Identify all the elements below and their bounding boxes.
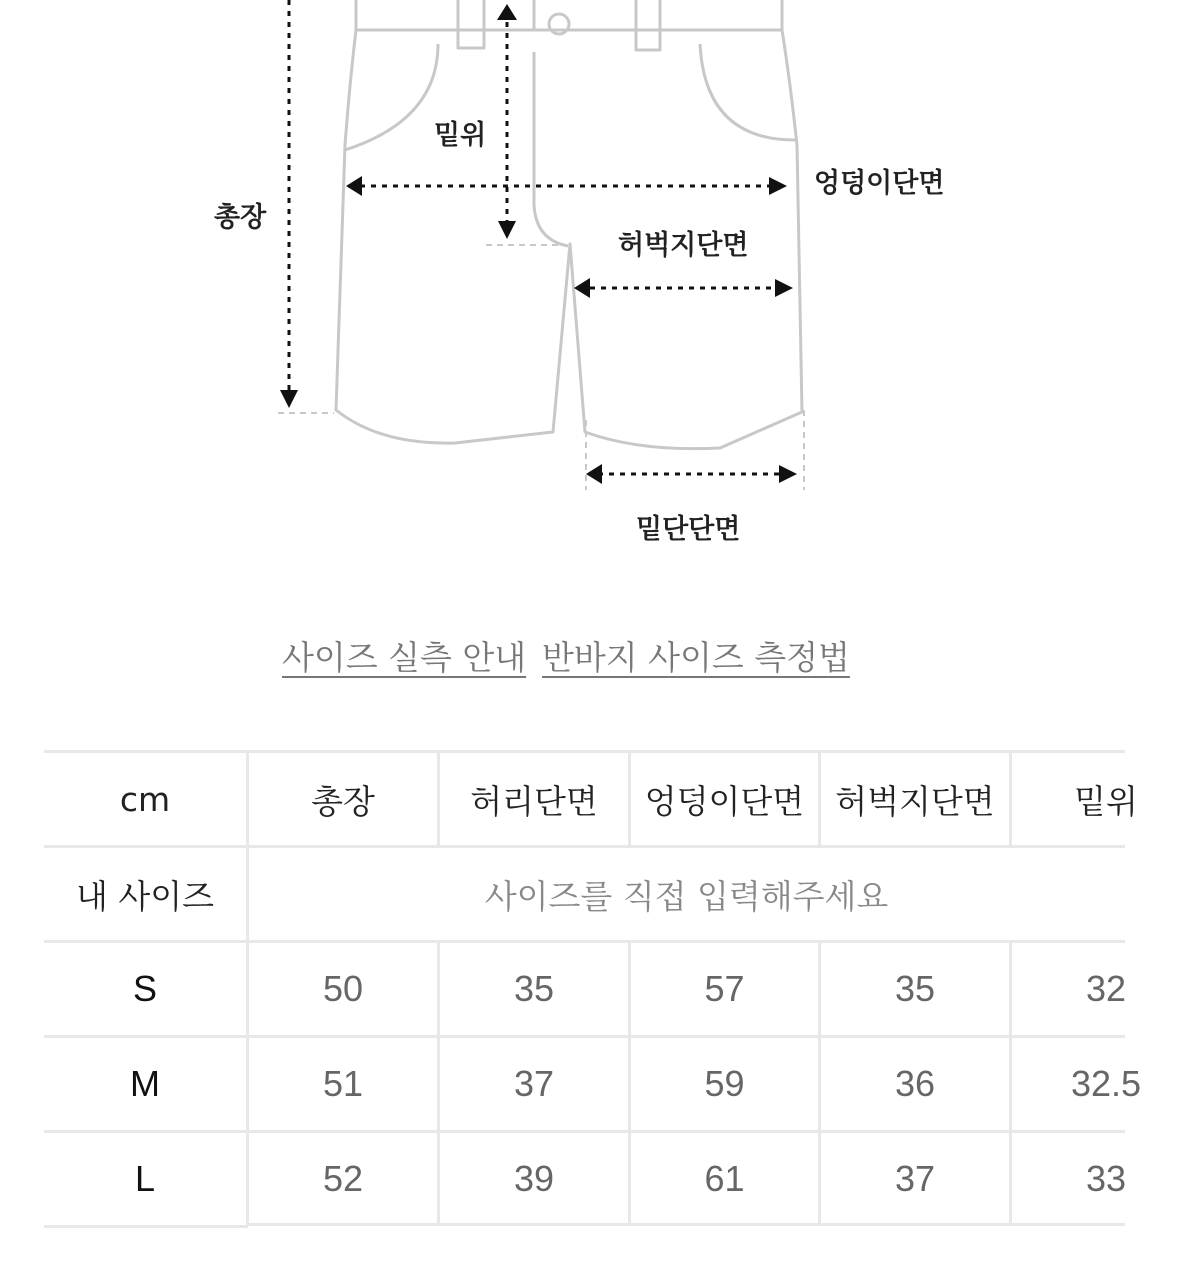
rise-arrow-head-top (497, 4, 517, 20)
hem-arrow-head-left (586, 464, 602, 484)
header-waist: 허리단면 (470, 781, 598, 821)
table-row (44, 943, 1125, 1038)
cell-thigh: 37 (894, 1158, 936, 1199)
table-row (44, 1133, 1125, 1228)
cell-hip: 57 (704, 968, 745, 1009)
cell-total-length: 51 (322, 1063, 364, 1104)
thigh-label: 허벅지단면 (618, 230, 749, 261)
rise-label: 밑위 (434, 120, 487, 151)
cell-rise: 32.5 (1070, 1063, 1142, 1104)
cell-total-length: 52 (322, 1158, 364, 1199)
table-header-row (44, 753, 1138, 848)
header-unit: cm (119, 779, 171, 819)
shorts-illustration (0, 0, 1125, 580)
size-guide-link[interactable]: 사이즈 실측 안내 (282, 638, 527, 677)
shorts-measurement-diagram (0, 0, 1125, 580)
hem-label: 밑단단면 (636, 514, 741, 545)
my-size-row (44, 848, 1125, 943)
cell-thigh: 36 (894, 1063, 936, 1104)
cell-waist: 39 (513, 1158, 555, 1199)
thigh-arrow-head-left (574, 278, 590, 298)
size-label: S (132, 968, 157, 1009)
cell-rise: 33 (1085, 1158, 1127, 1199)
cell-total-length: 50 (322, 968, 364, 1009)
cell-thigh: 35 (894, 968, 936, 1009)
header-rise: 밑위 (1074, 781, 1138, 821)
my-size-label: 내 사이즈 (75, 876, 214, 916)
hip-label: 엉덩이단면 (814, 168, 945, 199)
size-table (44, 750, 1142, 1228)
cell-rise: 32 (1085, 968, 1127, 1009)
size-guide-links (0, 636, 1125, 680)
cell-hip: 61 (704, 1158, 745, 1199)
cell-hip: 59 (704, 1063, 745, 1104)
total-length-label: 총장 (214, 202, 267, 233)
table-row (44, 1038, 1142, 1133)
cell-waist: 35 (513, 968, 555, 1009)
header-hip: 엉덩이단면 (644, 781, 805, 821)
header-thigh: 허벅지단면 (835, 781, 995, 821)
size-label: M (130, 1063, 160, 1104)
shorts-outline (336, 0, 802, 449)
cell-waist: 37 (513, 1063, 555, 1104)
header-total-length: 총장 (311, 781, 375, 821)
measure-guide-link[interactable]: 반바지 사이즈 측정법 (542, 638, 850, 677)
my-size-input[interactable]: 사이즈를 직접 입력해주세요 (484, 876, 889, 916)
size-label: L (134, 1158, 156, 1199)
hip-arrow-head-left (346, 176, 362, 196)
